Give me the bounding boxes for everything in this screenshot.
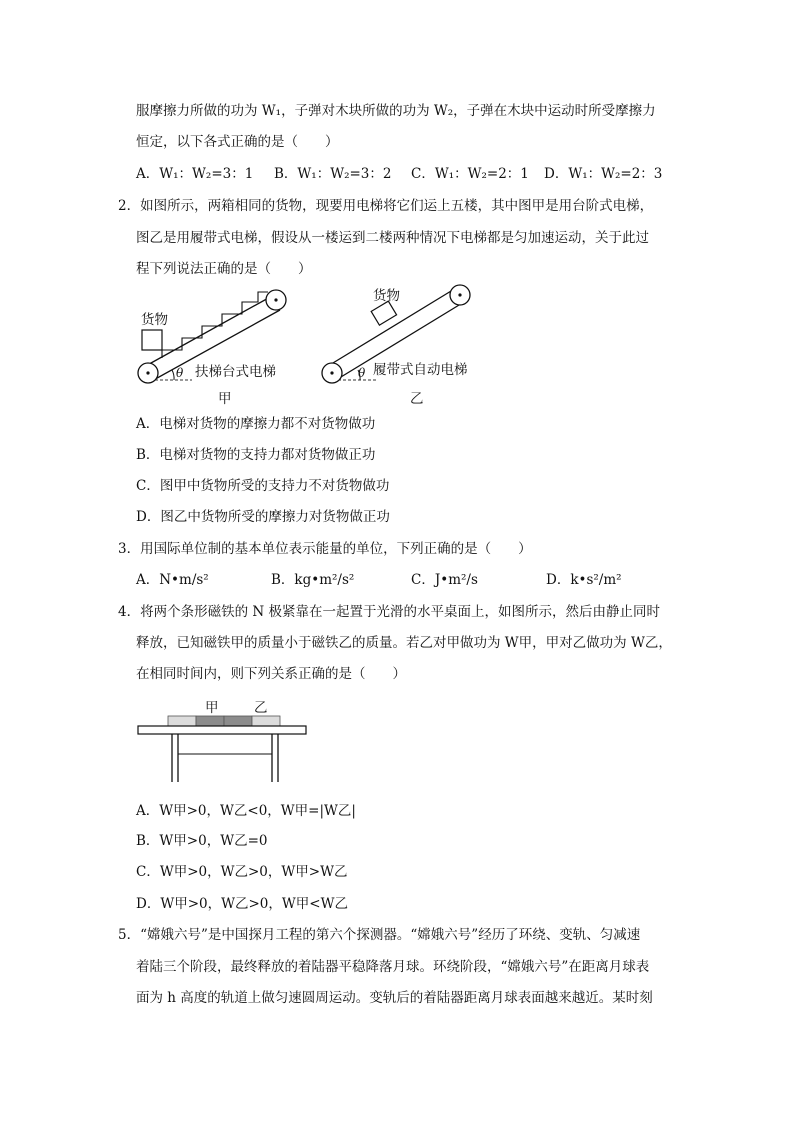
q1-line2: 恒定，以下各式正确的是（ ） xyxy=(136,134,339,150)
right-caption: 乙 xyxy=(410,391,424,407)
q4-line1: 4．将两个条形磁铁的 N 极紧靠在一起置于光滑的水平桌面上，如图所示，然后由静止同时 xyxy=(118,604,660,620)
q3-option-b: B．kg•m²/s² xyxy=(271,572,355,588)
q2-line3: 程下列说法正确的是（ ） xyxy=(136,261,312,277)
q3-option-c: C．J•m²/s xyxy=(411,572,478,588)
q3-line1: 3．用国际单位制的基本单位表示能量的单位，下列正确的是（ ） xyxy=(118,541,532,557)
q4-option-c: C．W甲>0，W乙>0，W甲>W乙 xyxy=(136,864,348,880)
q3-options xyxy=(136,571,622,589)
q4-option-a: A．W甲>0，W乙<0，W甲=|W乙| xyxy=(136,803,356,819)
q2-option-a: A．电梯对货物的摩擦力都不对货物做功 xyxy=(136,416,376,432)
q1-options xyxy=(136,165,662,183)
q2-option-b: B．电梯对货物的支持力都对货物做正功 xyxy=(136,447,376,463)
escalator-figure xyxy=(130,280,510,410)
q1-line1: 服摩擦力所做的功为 W₁，子弹对木块所做的功为 W₂，子弹在木块中运动时所受摩擦力 xyxy=(136,103,656,119)
q3-option-a: A．N•m/s² xyxy=(136,572,209,588)
left-caption: 甲 xyxy=(218,391,232,407)
q4-line3: 在相同时间内，则下列关系正确的是（ ） xyxy=(136,666,406,682)
q4-line2: 释放，已知磁铁甲的质量小于磁铁乙的质量。若乙对甲做功为 W甲，甲对乙做功为 W乙， xyxy=(136,635,672,651)
q2-line2: 图乙是用履带式电梯，假设从一楼运到二楼两种情况下电梯都是匀加速运动，关于此过 xyxy=(136,230,649,246)
q4-option-b: B．W甲>0，W乙=0 xyxy=(136,833,268,849)
magnet-yi-n xyxy=(224,716,252,726)
q1-option-c: C．W₁：W₂=2：1 xyxy=(411,166,529,182)
magnet-jia-s xyxy=(168,716,196,726)
q5-line3: 面为 h 高度的轨道上做匀速圆周运动。变轨后的着陆器距离月球表面越来越近。某时刻 xyxy=(136,990,653,1006)
q5-line2: 着陆三个阶段，最终释放的着陆器平稳降落月球。环绕阶段，“嫦娥六号”在距离月球表 xyxy=(136,959,650,975)
magnet-jia-label: 甲 xyxy=(205,700,219,716)
q5-line1: 5．“嫦娥六号”是中国探月工程的第六个探测器。“嫦娥六号”经历了环绕、变轨、匀减速 xyxy=(118,927,641,943)
q2-option-c: C．图甲中货物所受的支持力不对货物做功 xyxy=(136,478,390,494)
magnet-yi-s xyxy=(252,716,280,726)
q3-option-d: D．k•s²/m² xyxy=(546,572,622,588)
left-escalator-label: 扶梯台式电梯 xyxy=(195,364,276,380)
q1-option-d: D．W₁：W₂=2：3 xyxy=(544,166,663,182)
q4-option-d: D．W甲>0，W乙>0，W甲<W乙 xyxy=(136,896,348,912)
magnet-yi-label: 乙 xyxy=(254,700,268,716)
q2-line1: 2．如图所示，两箱相同的货物，现要用电梯将它们运上五楼，其中图甲是用台阶式电梯， xyxy=(118,198,654,214)
right-cargo-label: 货物 xyxy=(373,288,400,304)
q2-option-d: D．图乙中货物所受的摩擦力对货物做正功 xyxy=(136,509,390,525)
magnet-table-figure xyxy=(136,694,312,786)
right-theta-label: θ xyxy=(358,366,366,380)
q1-option-b: B．W₁：W₂=3：2 xyxy=(274,166,392,182)
left-cargo-label: 货物 xyxy=(141,312,168,328)
right-escalator-label: 履带式自动电梯 xyxy=(373,362,468,378)
magnet-jia-n xyxy=(196,716,224,726)
q1-option-a: A．W₁：W₂=3：1 xyxy=(136,166,254,182)
left-theta-label: θ xyxy=(176,366,184,380)
